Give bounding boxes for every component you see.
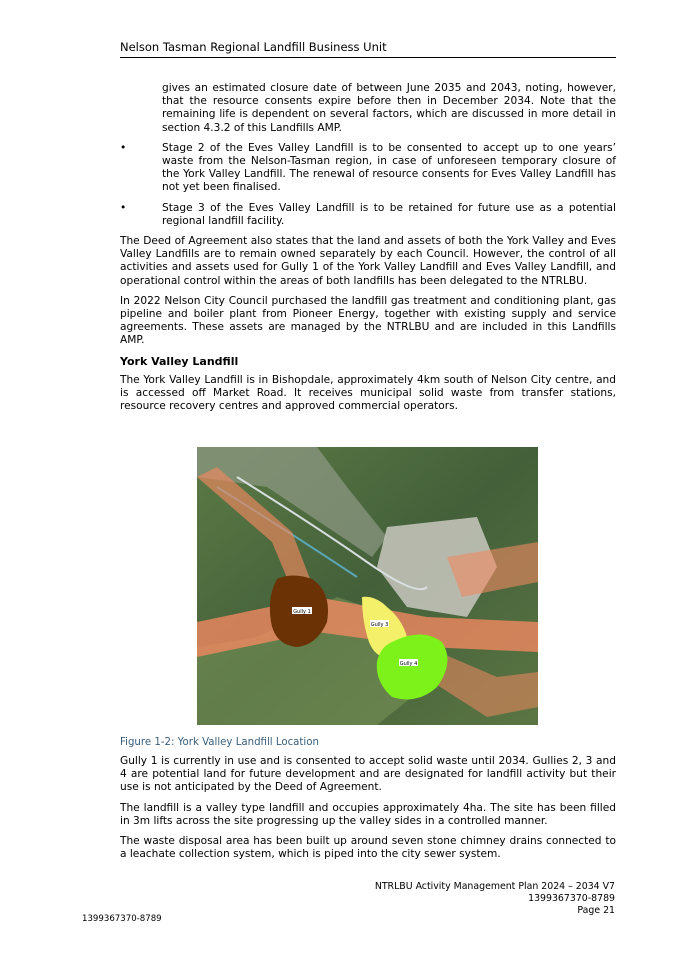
- york-paragraph: The York Valley Landfill is in Bishopdale, approximately 4km south of Nelson City centre, and is accessed off Market Road. It receives municipal solid waste from transfer stations, resource recovery centres and approved commercial operators.: [120, 373, 616, 413]
- footer-plan-title: NTRLBU Activity Management Plan 2024 – 2034 V7: [374, 881, 615, 892]
- continued-paragraph: gives an estimated closure date of between June 2035 and 2043, noting, however, that the resource consents expire before then in December 2034. Note that the remaining life is dependent on several factors, which are discussed in more detail in section 4.3.2 of this Landfills AMP.: [162, 82, 616, 134]
- gully-1-label: Gully 1: [293, 609, 311, 615]
- gully-3-label: Gully 3: [370, 622, 389, 628]
- gully-4-label: Gully 4: [399, 661, 418, 667]
- waste-disposal-paragraph: The waste disposal area has been built up around seven stone chimney drains connected to a leachate collection system, which is piped into the city sewer system.: [120, 835, 616, 861]
- gully-paragraph: Gully 1 is currently in use and is consented to accept solid waste until 2034. Gullies 2, 3 and 4 are potential land for future development and are designated for landfill activity but their use is not anticipated by the Deed of Agreement.: [120, 755, 616, 794]
- page-footer: [375, 881, 615, 917]
- bullet-marker: •: [120, 201, 127, 214]
- footer-page-number: Page 21: [577, 905, 615, 916]
- bullet-text: Stage 2 of the Eves Valley Landfill is to be consented to accept up to one years’ waste from the Nelson-Tasman region, in case of unforeseen temporary closure of the York Valley Landfill. The renewal of resource consents for Eves Valley Landfill has not yet been finalised.: [162, 141, 616, 194]
- bullet-marker: •: [120, 141, 127, 154]
- document-id: 1399367370-8789: [82, 914, 162, 924]
- deed-paragraph: The Deed of Agreement also states that the land and assets of both the York Valley and Eves Valley Landfills are to remain owned separately by each Council. However, the control of all activities and assets used for Gully 1 of the York Valley Landfill and Eves Valley Landfill, and operational control within the areas of both landfills has been delegated to the NTRLBU.: [120, 235, 616, 287]
- purchase-paragraph: In 2022 Nelson City Council purchased the landfill gas treatment and conditioning plant, gas pipeline and boiler plant from Pioneer Energy, together with existing supply and service agreements. These assets are managed by the NTRLBU and are included in this Landfills AMP.: [120, 294, 616, 347]
- figure-caption: Figure 1-2: York Valley Landfill Location: [120, 737, 319, 748]
- page-header: Nelson Tasman Regional Landfill Business Unit: [120, 40, 616, 58]
- bullet-stage2: [120, 142, 616, 195]
- landfill-type-paragraph: The landfill is a valley type landfill and occupies approximately 4ha. The site has been filled in 3m lifts across the site progressing up the valley sides in a controlled manner.: [120, 801, 616, 827]
- section-heading: York Valley Landfill: [120, 354, 239, 368]
- bullet-text: Stage 3 of the Eves Valley Landfill is to be retained for future use as a potential regional landfill facility.: [162, 201, 616, 227]
- landfill-location-map: [197, 447, 538, 725]
- footer-doc-number: 1399367370-8789: [528, 893, 615, 904]
- page-body-lower: [120, 755, 616, 868]
- bullet-stage3: [120, 202, 616, 228]
- page-body: [120, 82, 616, 420]
